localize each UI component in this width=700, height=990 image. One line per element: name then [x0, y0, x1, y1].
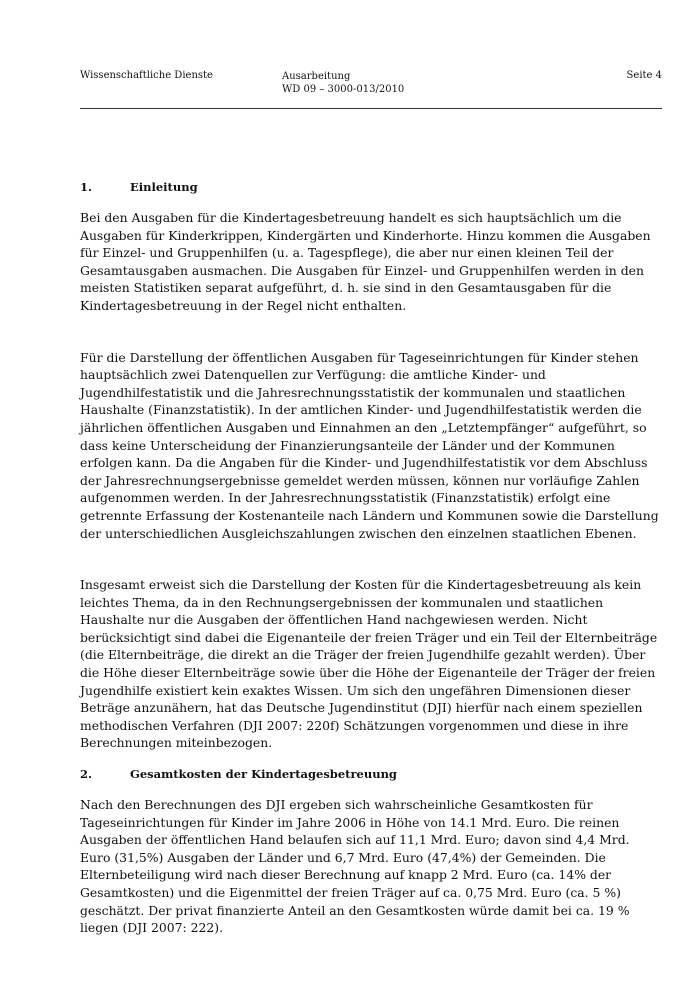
header-page-number: Seite 4 — [626, 70, 662, 81]
page-header — [80, 70, 662, 110]
header-rule — [80, 108, 662, 109]
section-number: 1. — [80, 180, 93, 194]
section-heading-gesamtkosten — [80, 766, 662, 782]
section-title: Gesamtkosten der Kindertagesbetreuung — [130, 767, 397, 782]
section-title: Einleitung — [130, 180, 198, 194]
section-number: 2. — [80, 767, 93, 782]
header-document-type: Ausarbeitung — [282, 71, 351, 82]
section-heading-einleitung — [80, 179, 662, 195]
header-department: Wissenschaftliche Dienste — [80, 70, 213, 81]
paragraph: Nach den Berechnungen des DJI ergeben sich wahrscheinliche Gesamtkosten für Tageseinrichtungen für Kinder im Jahre 2006 in Höhe von 14.1 Mrd. Euro. Die reinen Ausgaben der öffentlichen Hand belaufen sich auf 11,1 Mrd. Euro; davon sind 4,4 Mrd. Euro (31,5%) Ausgaben der Länder und 6,7 Mrd. Euro (47,4%) der Gemeinden. Die Elternbeteiligung wird nach dieser Berechnung auf knapp 2 Mrd. Euro (ca. 14% der Gesamtkosten) und die Eigenmittel der freien Träger auf ca. 0,75 Mrd. Euro (ca. 5 %) geschätzt. Der privat finanzierte Anteil an den Gesamtkosten würde damit bei ca. 19 % liegen (DJI 2007: 222). — [80, 797, 630, 936]
paragraph: Für die Darstellung der öffentlichen Ausgaben für Tageseinrichtungen für Kinder stehen hauptsächlich zwei Datenquellen zur Verfügung: die amtliche Kinder- und Jugendhilfestatistik und die Jahresrechnungsstatistik der kommunalen und staatlichen Haushalte (Finanzstatistik). In der amtlichen Kinder- und Jugendhilfestatistik werden die jährlichen öffentlichen Ausgaben und Einnahmen an den „Letztempfänger“ aufgeführt, so dass keine Unterscheidung der Finanzierungsanteile der Länder und der Kommunen erfolgen kann. Da die Angaben für die Kinder- und Jugendhilfestatistik vor dem Abschluss der Jahresrechnungsergebnisse gemeldet werden müssen, können nur vorläufige Zahlen aufgenommen werden. In der Jahresrechnungsstatistik (Finanzstatistik) erfolgt eine getrennte Erfassung der Kostenanteile nach Ländern und Kommunen sowie die Darstellung der unterschiedlichen Ausgleichszahlungen zwischen den einzelnen staatlichen Ebenen. — [80, 349, 659, 541]
page-content — [80, 179, 662, 937]
header-document-number: WD 09 – 3000-013/2010 — [282, 84, 405, 95]
paragraph: Bei den Ausgaben für die Kindertagesbetreuung handelt es sich hauptsächlich um die Ausgaben für Kinderkrippen, Kindergärten und Kinderhorte. Hinzu kommen die Ausgaben für Einzel- und Gruppenhilfen (u. a. Tagespflege), die aber nur einen kleinen Teil der Gesamtausgaben ausmachen. Die Ausgaben für Einzel- und Gruppenhilfen werden in den meisten Statistiken separat aufgeführt, d. h. sie sind in den Gesamtausgaben für die Kindertagesbetreuung in der Regel nicht enthalten. — [80, 210, 651, 313]
paragraph: Insgesamt erweist sich die Darstellung der Kosten für die Kindertagesbetreuung als kein leichtes Thema, da in den Rechnungsergebnissen der kommunalen und staatlichen Haushalte nur die Ausgaben der öffentlichen Hand nachgewiesen werden. Nicht berücksichtigt sind dabei die Eigenanteile der freien Träger und ein Teil der Elternbeiträge (die Elternbeiträge, die direkt an die Träger der freien Jugendhilfe gezahlt werden). Über die Höhe dieser Elternbeiträge sowie über die Höhe der Eigenanteile der Träger der freien Jugendhilfe existiert kein exaktes Wissen. Um sich den ungefähren Dimensionen dieser Beträge anzunähern, hat das Deutsche Jugendinstitut (DJI) hierfür nach einem speziellen methodischen Verfahren (DJI 2007: 220f) Schätzungen vorgenommen und diese in ihre Berechnungen miteinbezogen. — [80, 577, 658, 751]
header-document-info — [282, 70, 404, 96]
